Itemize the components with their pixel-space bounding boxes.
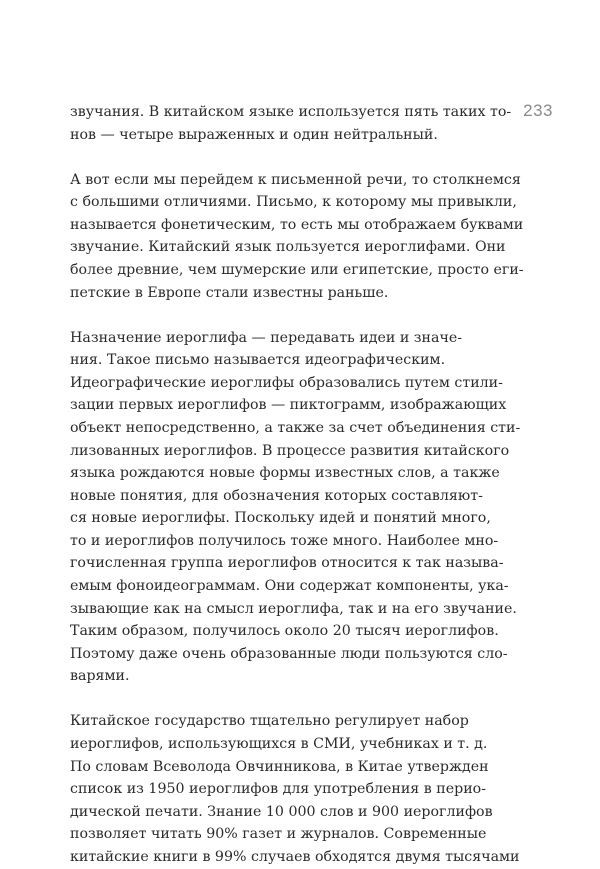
text-line: петские в Европе стали известны раньше. [70,284,389,301]
text-line: с большими отличиями. Письмо, к которому мы привыкли, [70,194,517,211]
text-line: более древние, чем шумерские или египетские, просто еги- [70,261,524,278]
text-line: Назначение иероглифа — передавать идеи и значе- [70,329,463,346]
text-line: называется фонетическим, то есть мы отображаем буквами [70,216,524,233]
body-text [70,101,524,869]
text-line: то и иероглифов получилось тоже много. Наиболее мно- [70,532,499,549]
text-line: новые понятия, для обозначения которых составляют- [70,487,483,504]
paragraph-2 [70,169,524,305]
text-line: А вот если мы перейдем к письменной речи, то столкнемся [70,171,521,188]
text-line: ния. Такое письмо называется идеографическим. [70,352,446,369]
text-line: список из 1950 иероглифов для употребления в перио- [70,781,486,798]
text-line: позволяет читать 90% газет и журналов. Современные [70,826,487,843]
text-line: Китайское государство тщательно регулирует набор [70,713,469,730]
text-line: ся новые иероглифы. Поскольку идей и понятий много, [70,510,491,527]
text-line: Поэтому даже очень образованные люди пользуются сло- [70,645,508,662]
text-line: объект непосредственно, а также за счет объединения сти- [70,419,521,436]
text-line: Идеографические иероглифы образовались путем стили- [70,374,503,391]
paragraph-4 [70,710,520,868]
text-line: иероглифов, использующихся в СМИ, учебниках и т. д. [70,736,488,753]
paragraph-3 [70,327,520,689]
text-line: лизованных иероглифов. В процессе развития китайского [70,442,510,459]
text-line: гочисленная группа иероглифов относится к так называ- [70,555,504,572]
text-line: звучания. В китайском языке используется пять таких то- [70,104,512,120]
text-line: емым фоноидеограммам. Они содержат компоненты, ука- [70,578,509,595]
paragraph-1 [70,101,520,146]
page-number: 233 [523,101,553,120]
text-line: По словам Всеволода Овчинникова, в Китае утвержден [70,758,489,775]
text-line: языка рождаются новые формы известных слов, а также [70,465,500,482]
text-line: китайские книги в 99% случаев обходятся двумя тысячами [70,848,520,865]
text-line: дической печати. Знание 10 000 слов и 900 иероглифов [70,803,493,820]
text-line: нов — четыре выраженных и один нейтральный. [70,126,438,143]
text-line: зации первых иероглифов — пиктограмм, изображающих [70,397,507,414]
text-line: варями. [70,668,130,685]
text-line: звучание. Китайский язык пользуется иероглифами. Они [70,239,506,256]
text-line: зывающие как на смысл иероглифа, так и на его звучание. [70,600,517,617]
text-line: Таким образом, получилось около 20 тысяч иероглифов. [70,623,499,640]
